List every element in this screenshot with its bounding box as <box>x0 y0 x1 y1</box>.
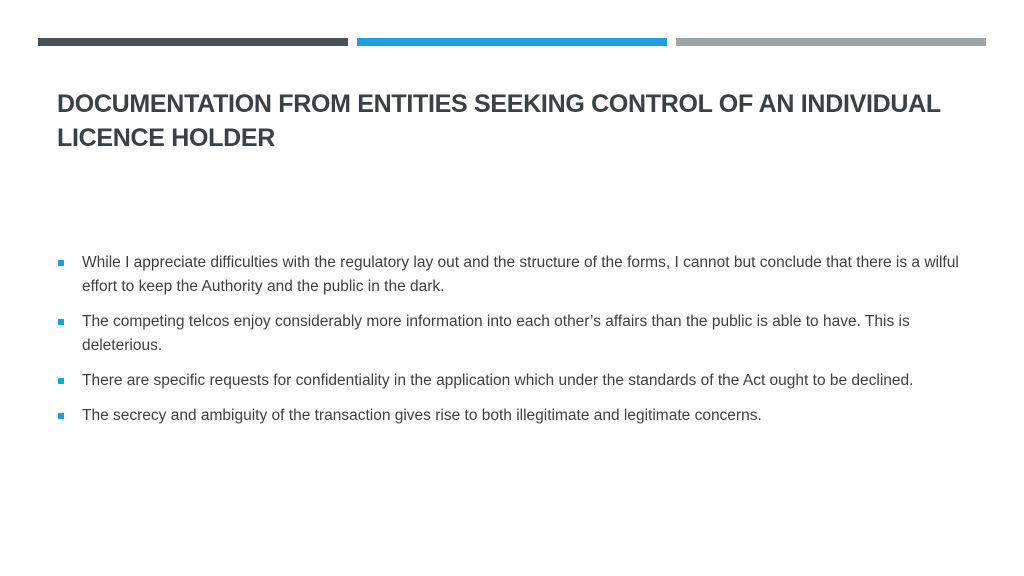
square-bullet-icon <box>58 413 64 419</box>
bullet-text: The secrecy and ambiguity of the transaction gives rise to both illegitimate and legitimate concerns. <box>82 407 762 424</box>
accent-bar-blue <box>357 38 667 46</box>
bullet-item <box>57 251 962 299</box>
bullet-item <box>57 310 962 358</box>
slide-title: DOCUMENTATION FROM ENTITIES SEEKING CONTROL OF AN INDIVIDUAL LICENCE HOLDER <box>57 90 941 152</box>
square-bullet-icon <box>58 378 64 384</box>
bullet-item <box>57 404 962 428</box>
accent-bar-gray <box>676 38 986 46</box>
bullet-list <box>57 251 962 439</box>
square-bullet-icon <box>58 260 64 266</box>
bullet-text: While I appreciate difficulties with the regulatory lay out and the structure of the forms, I cannot but conclude that there is a wilful effort to keep the Authority and the public in the dark. <box>82 254 959 295</box>
bullet-text: There are specific requests for confidentiality in the application which under the standards of the Act ought to be declined. <box>82 372 914 389</box>
bullet-text: The competing telcos enjoy considerably more information into each other’s affairs than the public is able to have. This is deleterious. <box>82 313 910 354</box>
accent-bar-dark <box>38 38 348 46</box>
header-accent-bars <box>38 38 986 46</box>
bullet-item <box>57 369 962 393</box>
square-bullet-icon <box>58 319 64 325</box>
